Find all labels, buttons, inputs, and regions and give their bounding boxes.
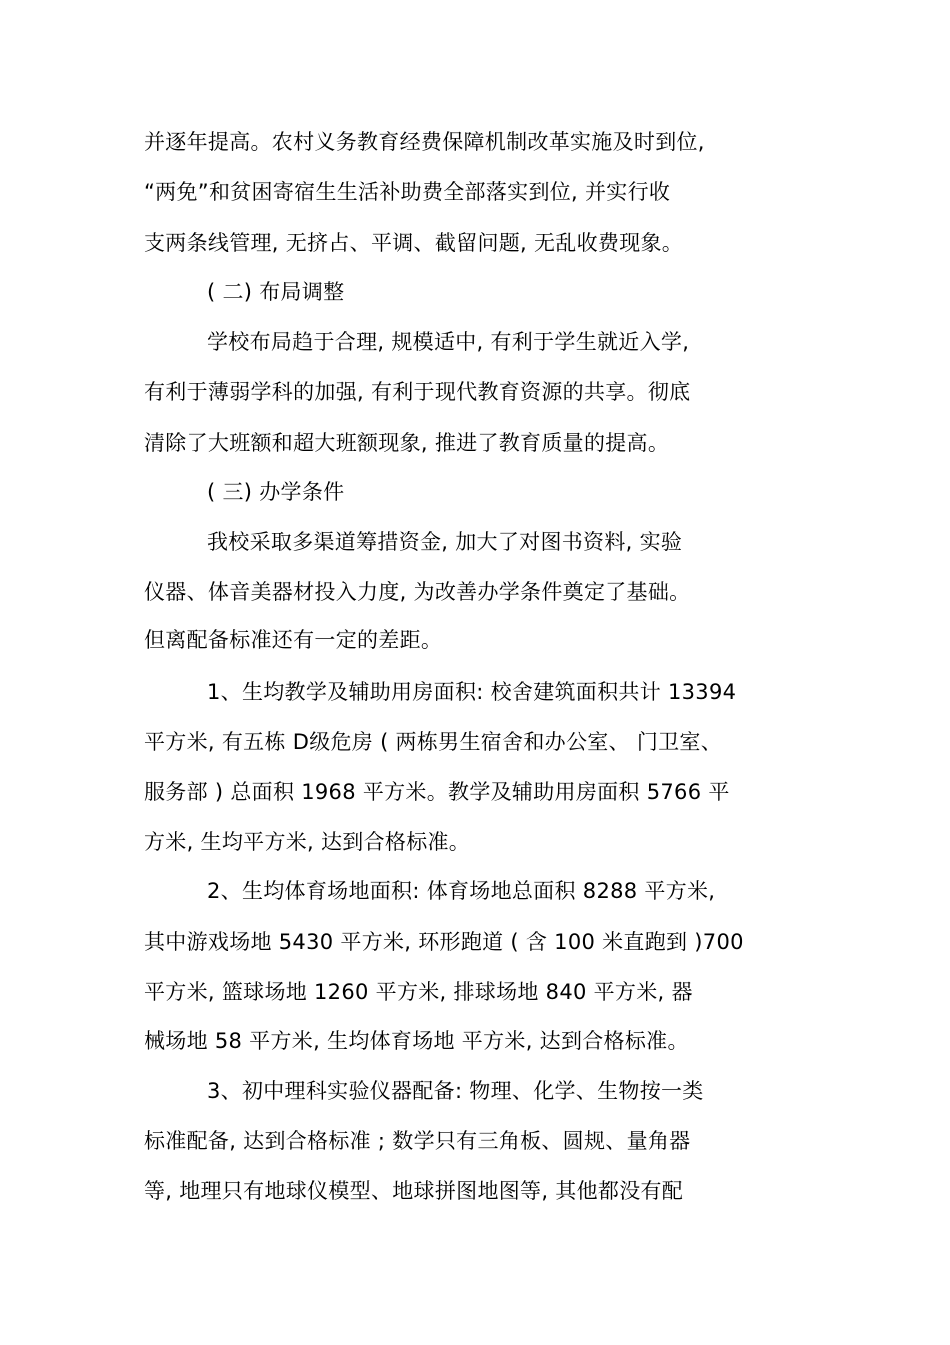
text-line-1: 并逐年提高。农村义务教育经费保障机制改革实施及时到位, [144, 130, 705, 154]
text-line-20: 3、初中理科实验仪器配备: 物理、化学、生物按一类 [207, 1079, 704, 1103]
text-line-3: 支两条线管理, 无挤占、平调、截留问题, 无乱收费现象。 [144, 231, 684, 255]
text-line-18: 平方米, 篮球场地 1260 平方米, 排球场地 840 平方米, 器 [144, 980, 693, 1004]
text-line-17: 其中游戏场地 5430 平方米, 环形跑道 ( 含 100 米直跑到 )700 [144, 930, 744, 954]
text-line-13: 平方米, 有五栋 D级危房 ( 两栋男生宿舍和办公室、 门卫室、 [144, 730, 723, 754]
text-line-5: 学校布局趋于合理, 规模适中, 有利于学生就近入学, [207, 330, 690, 354]
text-line-15: 方米, 生均平方米, 达到合格标准。 [144, 830, 471, 854]
text-line-21: 标准配备, 达到合格标准 ; 数学只有三角板、圆规、量角器 [144, 1129, 691, 1153]
text-line-11: 但离配备标准还有一定的差距。 [144, 628, 443, 652]
text-line-10: 仪器、体音美器材投入力度, 为改善办学条件奠定了基础。 [144, 580, 691, 604]
text-line-19: 械场地 58 平方米, 生均体育场地 平方米, 达到合格标准。 [144, 1029, 689, 1053]
section-heading-layout: ( 二) 布局调整 [207, 280, 345, 304]
text-line-9: 我校采取多渠道筹措资金, 加大了对图书资料, 实验 [207, 530, 683, 554]
text-line-22: 等, 地理只有地球仪模型、地球拼图地图等, 其他都没有配 [144, 1179, 684, 1203]
text-line-12: 1、生均教学及辅助用房面积: 校舍建筑面积共计 13394 [207, 680, 737, 704]
section-heading-conditions: ( 三) 办学条件 [207, 480, 345, 504]
text-line-16: 2、生均体育场地面积: 体育场地总面积 8288 平方米, [207, 879, 716, 903]
text-line-14: 服务部 ) 总面积 1968 平方米。教学及辅助用房面积 5766 平 [144, 780, 730, 804]
text-line-7: 清除了大班额和超大班额现象, 推进了教育质量的提高。 [144, 431, 670, 455]
text-line-6: 有利于薄弱学科的加强, 有利于现代教育资源的共享。彻底 [144, 380, 691, 404]
text-line-2: “两免”和贫困寄宿生生活补助费全部落实到位, 并实行收 [144, 180, 671, 204]
